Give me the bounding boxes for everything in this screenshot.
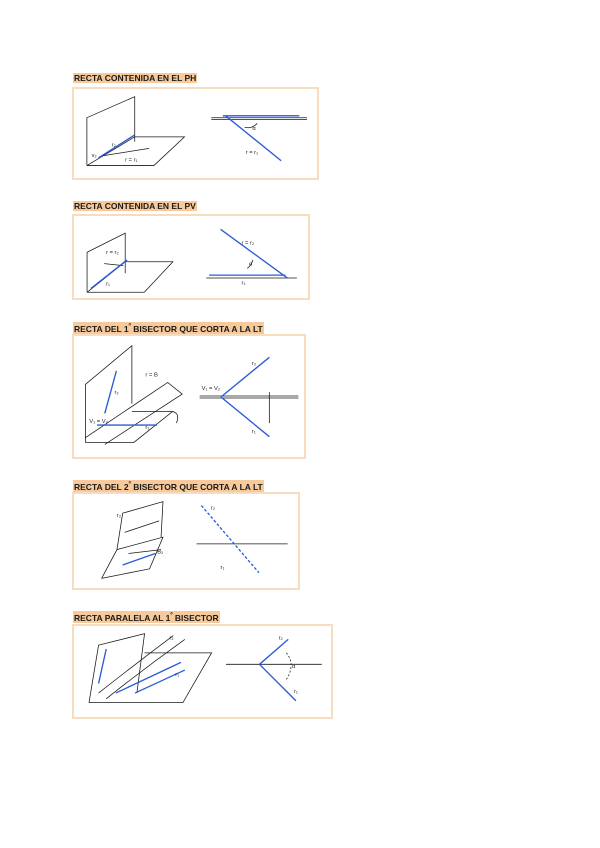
figure-frame-3 xyxy=(72,334,306,459)
figure-recta-paralela-1-bisector xyxy=(74,626,331,717)
label-v1-v2-plan: V₁ = V₂ xyxy=(201,386,221,393)
label-r1-3-plan: r₁ xyxy=(251,428,256,435)
label-r-b: r = B xyxy=(145,372,158,379)
section-title-4-post: BISECTOR QUE CORTA A LA LT xyxy=(130,481,263,492)
section-title-4-pre: RECTA DEL 2 xyxy=(74,481,129,492)
section-title-1: RECTA CONTENIDA EN EL PH xyxy=(74,73,197,83)
section-heading-2 xyxy=(73,201,197,211)
figure-frame-1 xyxy=(72,87,319,180)
section-title-5-pre: RECTA PARALELA AL 1 xyxy=(74,612,171,623)
label-b2: B₂ xyxy=(157,549,164,556)
section-heading-5 xyxy=(73,611,220,623)
label-r2-3: r₂ xyxy=(114,390,119,397)
label-r1-plan: r₁ xyxy=(241,280,246,287)
section-heading-4 xyxy=(73,480,264,492)
label-v1-v2: V₁ = V₂ xyxy=(89,419,108,426)
figure-recta-pv xyxy=(74,216,308,298)
figure-frame-2 xyxy=(72,214,310,300)
section-title-4-sup: º xyxy=(128,482,131,488)
label-r1-4-plan: r₁ xyxy=(220,564,225,571)
figure-frame-4 xyxy=(72,492,300,590)
section-title-2: RECTA CONTENIDA EN EL PV xyxy=(74,201,196,211)
label-r-r2-plan: r = r₂ xyxy=(241,240,255,247)
label-r2-3-plan: r₂ xyxy=(251,361,257,368)
label-r2-5: r₂ xyxy=(169,635,174,642)
label-r2-4: r₂ xyxy=(116,513,122,520)
label-r1-5-plan: r₁ xyxy=(293,689,298,696)
section-heading-1 xyxy=(73,73,197,83)
label-r-r1-plan: r = r₁ xyxy=(245,150,259,157)
label-r-r1: r = r₁ xyxy=(125,157,138,164)
figure-recta-1-bisector xyxy=(74,336,304,457)
section-title-5-post: BISECTOR xyxy=(172,612,219,623)
section-title-5-sup: º xyxy=(170,613,173,619)
section-title-3-sup: º xyxy=(128,324,131,330)
label-r1-5: r₁ xyxy=(175,671,180,678)
figure-recta-ph xyxy=(74,89,317,178)
label-r-r2: r = r₂ xyxy=(106,250,119,257)
section-heading-3 xyxy=(73,322,264,334)
label-alpha-5: α xyxy=(292,664,296,671)
section-title-3-post: BISECTOR QUE CORTA A LA LT xyxy=(130,323,263,334)
label-r2: r₂ xyxy=(111,142,116,149)
label-r2-4-plan: r₂ xyxy=(210,505,216,512)
figure-frame-5 xyxy=(72,624,333,719)
section-title-3-pre: RECTA DEL 1 xyxy=(74,323,129,334)
label-r1-3: r₁ xyxy=(145,424,150,431)
label-alpha: α xyxy=(252,126,256,133)
label-v2: v₂ xyxy=(91,152,97,159)
figure-recta-2-bisector xyxy=(74,494,298,588)
label-r2-5-plan: r₂ xyxy=(278,635,283,642)
label-r1: r₁ xyxy=(106,281,110,288)
label-alpha-2: α xyxy=(249,261,253,268)
